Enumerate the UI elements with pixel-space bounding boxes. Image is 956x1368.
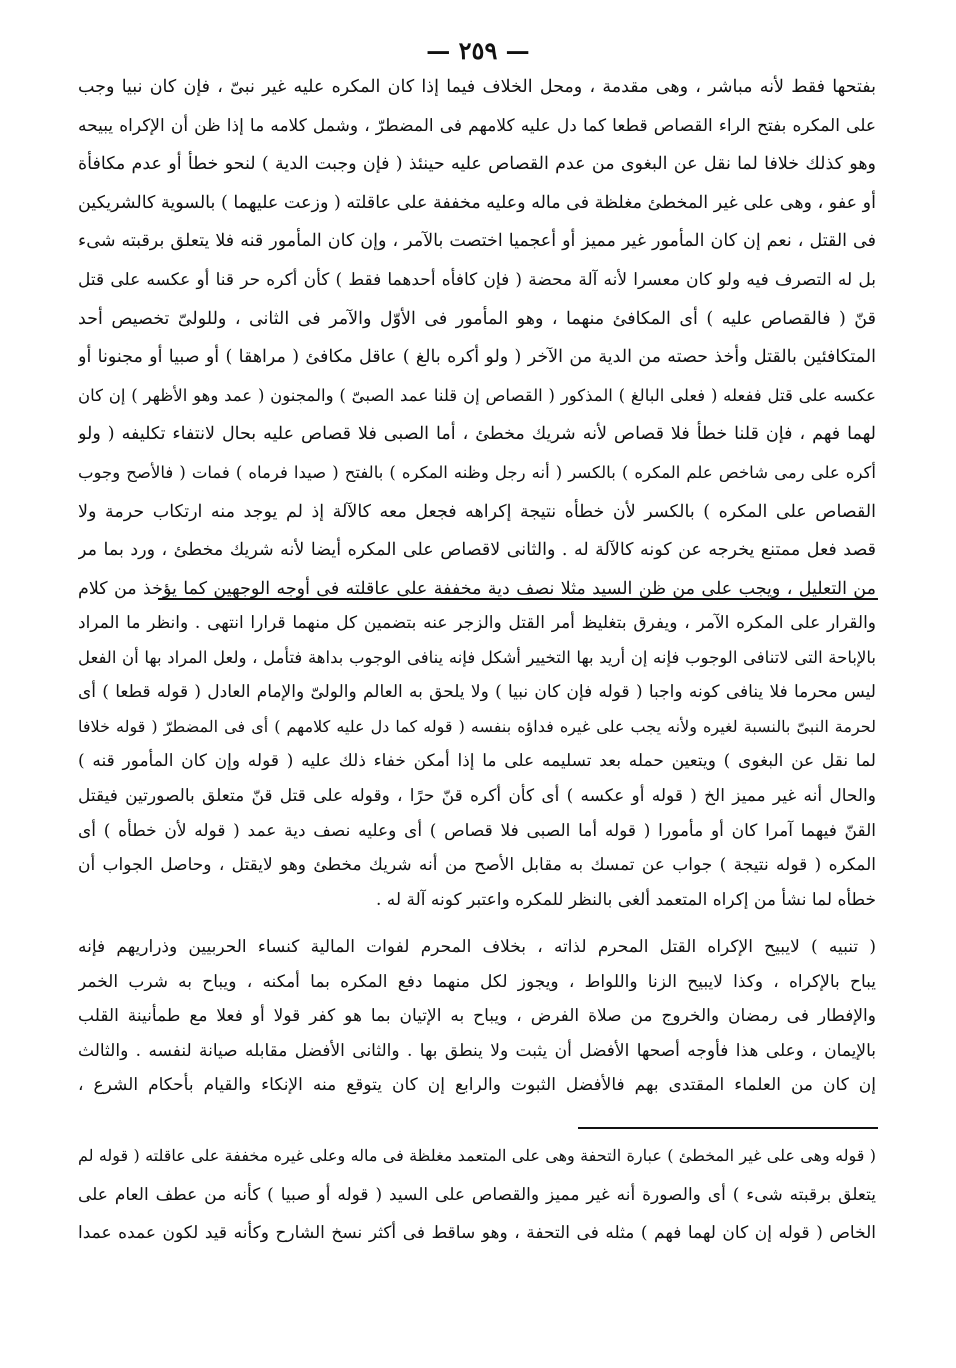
main-text-line: المتكافئين بالقتل وأخذ حصته من الدية من الآخر ( ولو أكره بالغ ) عاقل مكافئ ( مراهقا ) أو صبيا أو مجنونا أو bbox=[78, 347, 876, 368]
main-text-line: عكسه على قتل ففعله ( فعلى البالغ ) المذكور ( القصاص إن قلنا عمد الصبىّ ) والمجنون ( عمد وهو الأظهر ) إن كان bbox=[78, 385, 876, 405]
footnote-line: الخاص ( قوله إن كان لهما فهم ) مثله فى التحفة ، وهو ساقط فى أكثر نسخ الشارح وكأنه قيد لكون عمده عمدا bbox=[78, 1223, 876, 1244]
footnote-line: خطأه لما نشأ من إكراه المتعمد ألغى بالنظر للمكره واعتبر كونه آلة له . bbox=[375, 889, 876, 910]
footnote-line: يباح بالإكراه ، وكذا لايبيح الزنا واللواط ، ويجوز لكل منهما دفع المكره بما أمكنه ، ويباح به شرب الخمر bbox=[78, 971, 876, 992]
main-text-line: وهو كذلك خلافا لما نقل عن البغوى من عدم القصاص عليه حينئذ ( فإن وجبت الدية ) لنحو خطأ أو عدم مكافأة bbox=[78, 154, 876, 175]
footnote-line: والإفطار فى رمضان والخروج من صلاة الفرض ، ويباح به الإتيان بما هو كفر قولا أو فعلا مع طمأنينة القلب bbox=[78, 1006, 876, 1027]
main-text-line: قصد فعل ممتنع يخرجه عن كونه كالآلة له . والثانى لاقصاص على المكره أيضا لأنه شريك مخطئ ، ورد بما مر bbox=[78, 540, 876, 561]
footnote-line: ( قوله وهى على غير المخطئ ) عبارة التحفة وهى على المتعمد مغلظة فى ماله وعلى غيره مخففة على عاقلته ( قوله لم bbox=[78, 1146, 876, 1165]
footnote-block-2 bbox=[78, 930, 876, 1103]
footnote-line: لحرمة النبىّ بالنسبة لغيره ولأنه يجب على غيره فداؤه بنفسه ( قوله كما دل عليه كلامهم ) أى فى المضطرّ ( قوله خلافا bbox=[78, 716, 876, 736]
footnote-line: القنّ فيهما آمرا كان أو مأمورا ( قوله أما الصبى فلا قصاص ) أى وعليه نصف دية عمد ( قوله لأن خطأه ) أى bbox=[78, 820, 876, 841]
main-text bbox=[78, 68, 876, 608]
footnote-line: إن كان من العلماء المقتدى بهم فالأفضل الثبوت والرابع إن كان يتوقع منه الإنكاء والقيام بأحكام الشرع ، bbox=[78, 1075, 876, 1096]
main-text-line: القصاص على المكره ) بالكسر لأن خطأه نتيجة إكراهه فجعل معه كالآلة إذ لم يوجد منه ارتكاب حرمة ولا bbox=[78, 501, 876, 522]
footnote-line: بالإباحة التى لاتنافى الوجوب فإنه إن أريد بها التخيير أشكل فإنه ينافى الوجوب بداهة فتأمل ، ولعل المراد بها أن الفعل bbox=[78, 647, 876, 667]
main-text-line: أكره على رمى شاخص علم المكره ) بالكسر ( أنه رجل وظنه المكره ) بالفتح ( صيدا فرماه ) فمات ( فالأصح وجوب bbox=[78, 462, 876, 482]
main-text-line: قنّ ( فالقصاص عليه ) أى المكافئ منهما ، وهو المأمور فى الأوّل والآمر فى الثانى ، وللولىّ تخصيص أحد bbox=[78, 308, 876, 329]
footnote-line: ( تنبيه ) لايبيح الإكراه القتل المحرم لذاته ، بخلاف المحرم لفوات المالية كنساء الحربيين وذراريهم فإنه bbox=[78, 937, 876, 957]
main-text-line: على المكره بفتح الراء القصاص قطعا كما دل عليه كلامهم فى المضطرّ ، وشمل كلامه ما إذا ظن أن الإكراه يبيحه bbox=[78, 115, 876, 136]
footnote-block-1 bbox=[78, 606, 876, 917]
main-text-line: أو عفو ، وهى على غير المخطئ مغلظة فى ماله وعليه مخففة على عاقلته ( وزعت عليهما ) بالسوية كالشريكين bbox=[78, 192, 876, 213]
footnote-line: ليس محرما فلا ينافى كونه واجبا ( قوله فإن كان نبيا ) ولا يلحق به العالم والولىّ والإمام العادل ( قوله قطعا ) أى bbox=[78, 682, 876, 703]
section-divider bbox=[158, 598, 878, 600]
footnote-line: يتعلق برقبته شىء ) أى والصورة أنه غير مميز والقصاص على السيد ( قوله أو صبيا ) كأنه من عطف العام على bbox=[78, 1184, 876, 1205]
section-divider bbox=[578, 1127, 878, 1129]
main-text-line: من التعليل ، ويجب على من ظن السيد مثلا نصف دية مخففة على عاقلته فى أوجه الوجهين كما يؤخذ من كلام bbox=[78, 578, 876, 599]
main-text-line: لهما فهم ، فإن قلنا خطأ فلا قصاص لأنه شريك مخطئ ، أما الصبى فلا قصاص عليه بحال لانتفاء تكليفه ( ولو bbox=[78, 424, 876, 445]
page-number: — ٢٥٩ — bbox=[426, 36, 530, 65]
footnote-block-3 bbox=[78, 1137, 876, 1253]
footnote-line: بالإيمان ، وعلى هذا فأوجه أصحها الأفضل أن يثبت ولا ينطق بها . والثانى الأفضل مقابله صيانة لنفسه . والثالث bbox=[78, 1040, 876, 1061]
main-text-line: فى القتل ، نعم إن كان المأمور غير مميز أو أعجميا اختصت بالآمر ، وإن كان المأمور قنه فلا يتعلق برقبته شىء bbox=[78, 231, 876, 252]
main-text-line: بل له التصرف فيه ولو كان معسرا لأنه آلة محضة ( فإن كافأه أحدهما فقط ) كأن أكره حر قنا أو عكسه على قتل bbox=[78, 269, 876, 290]
main-text-line: بفتحها فقط لأنه مباشر ، وهى مقدمة ، ومحل الخلاف فيما إذا كان المكره عليه غير نبىّ ، فإن كان نبيا وجب bbox=[78, 77, 876, 97]
footnote-line: لما نقل عن البغوى ) ويتعين حمله بعد تسليمه على ما إذا أمكن خفاء ذلك عليه ( قوله وإن كان المأمور قنه ) bbox=[78, 751, 876, 772]
footnote-line: والحال أنه غير مميز الخ ( قوله أو عكسه ) أى كأن أكره قنّ حرًا ، وقوله على قتل قنّ متعلق بالصورتين فيقتل bbox=[78, 785, 876, 806]
footnote-line: والقرار على المكره الآمر ، ويفرق بتغليظ أمر القتل والزجر عنه بتضمين كل منهما قرارا انتهى . وانظر ما المراد bbox=[78, 613, 876, 633]
footnote-line: المكره ( قوله نتيجة ) جواب عن تمسك به مقابل الأصح من أنه شريك مخطئ وهو لايقتل ، وحاصل الجواب أن bbox=[78, 855, 876, 876]
